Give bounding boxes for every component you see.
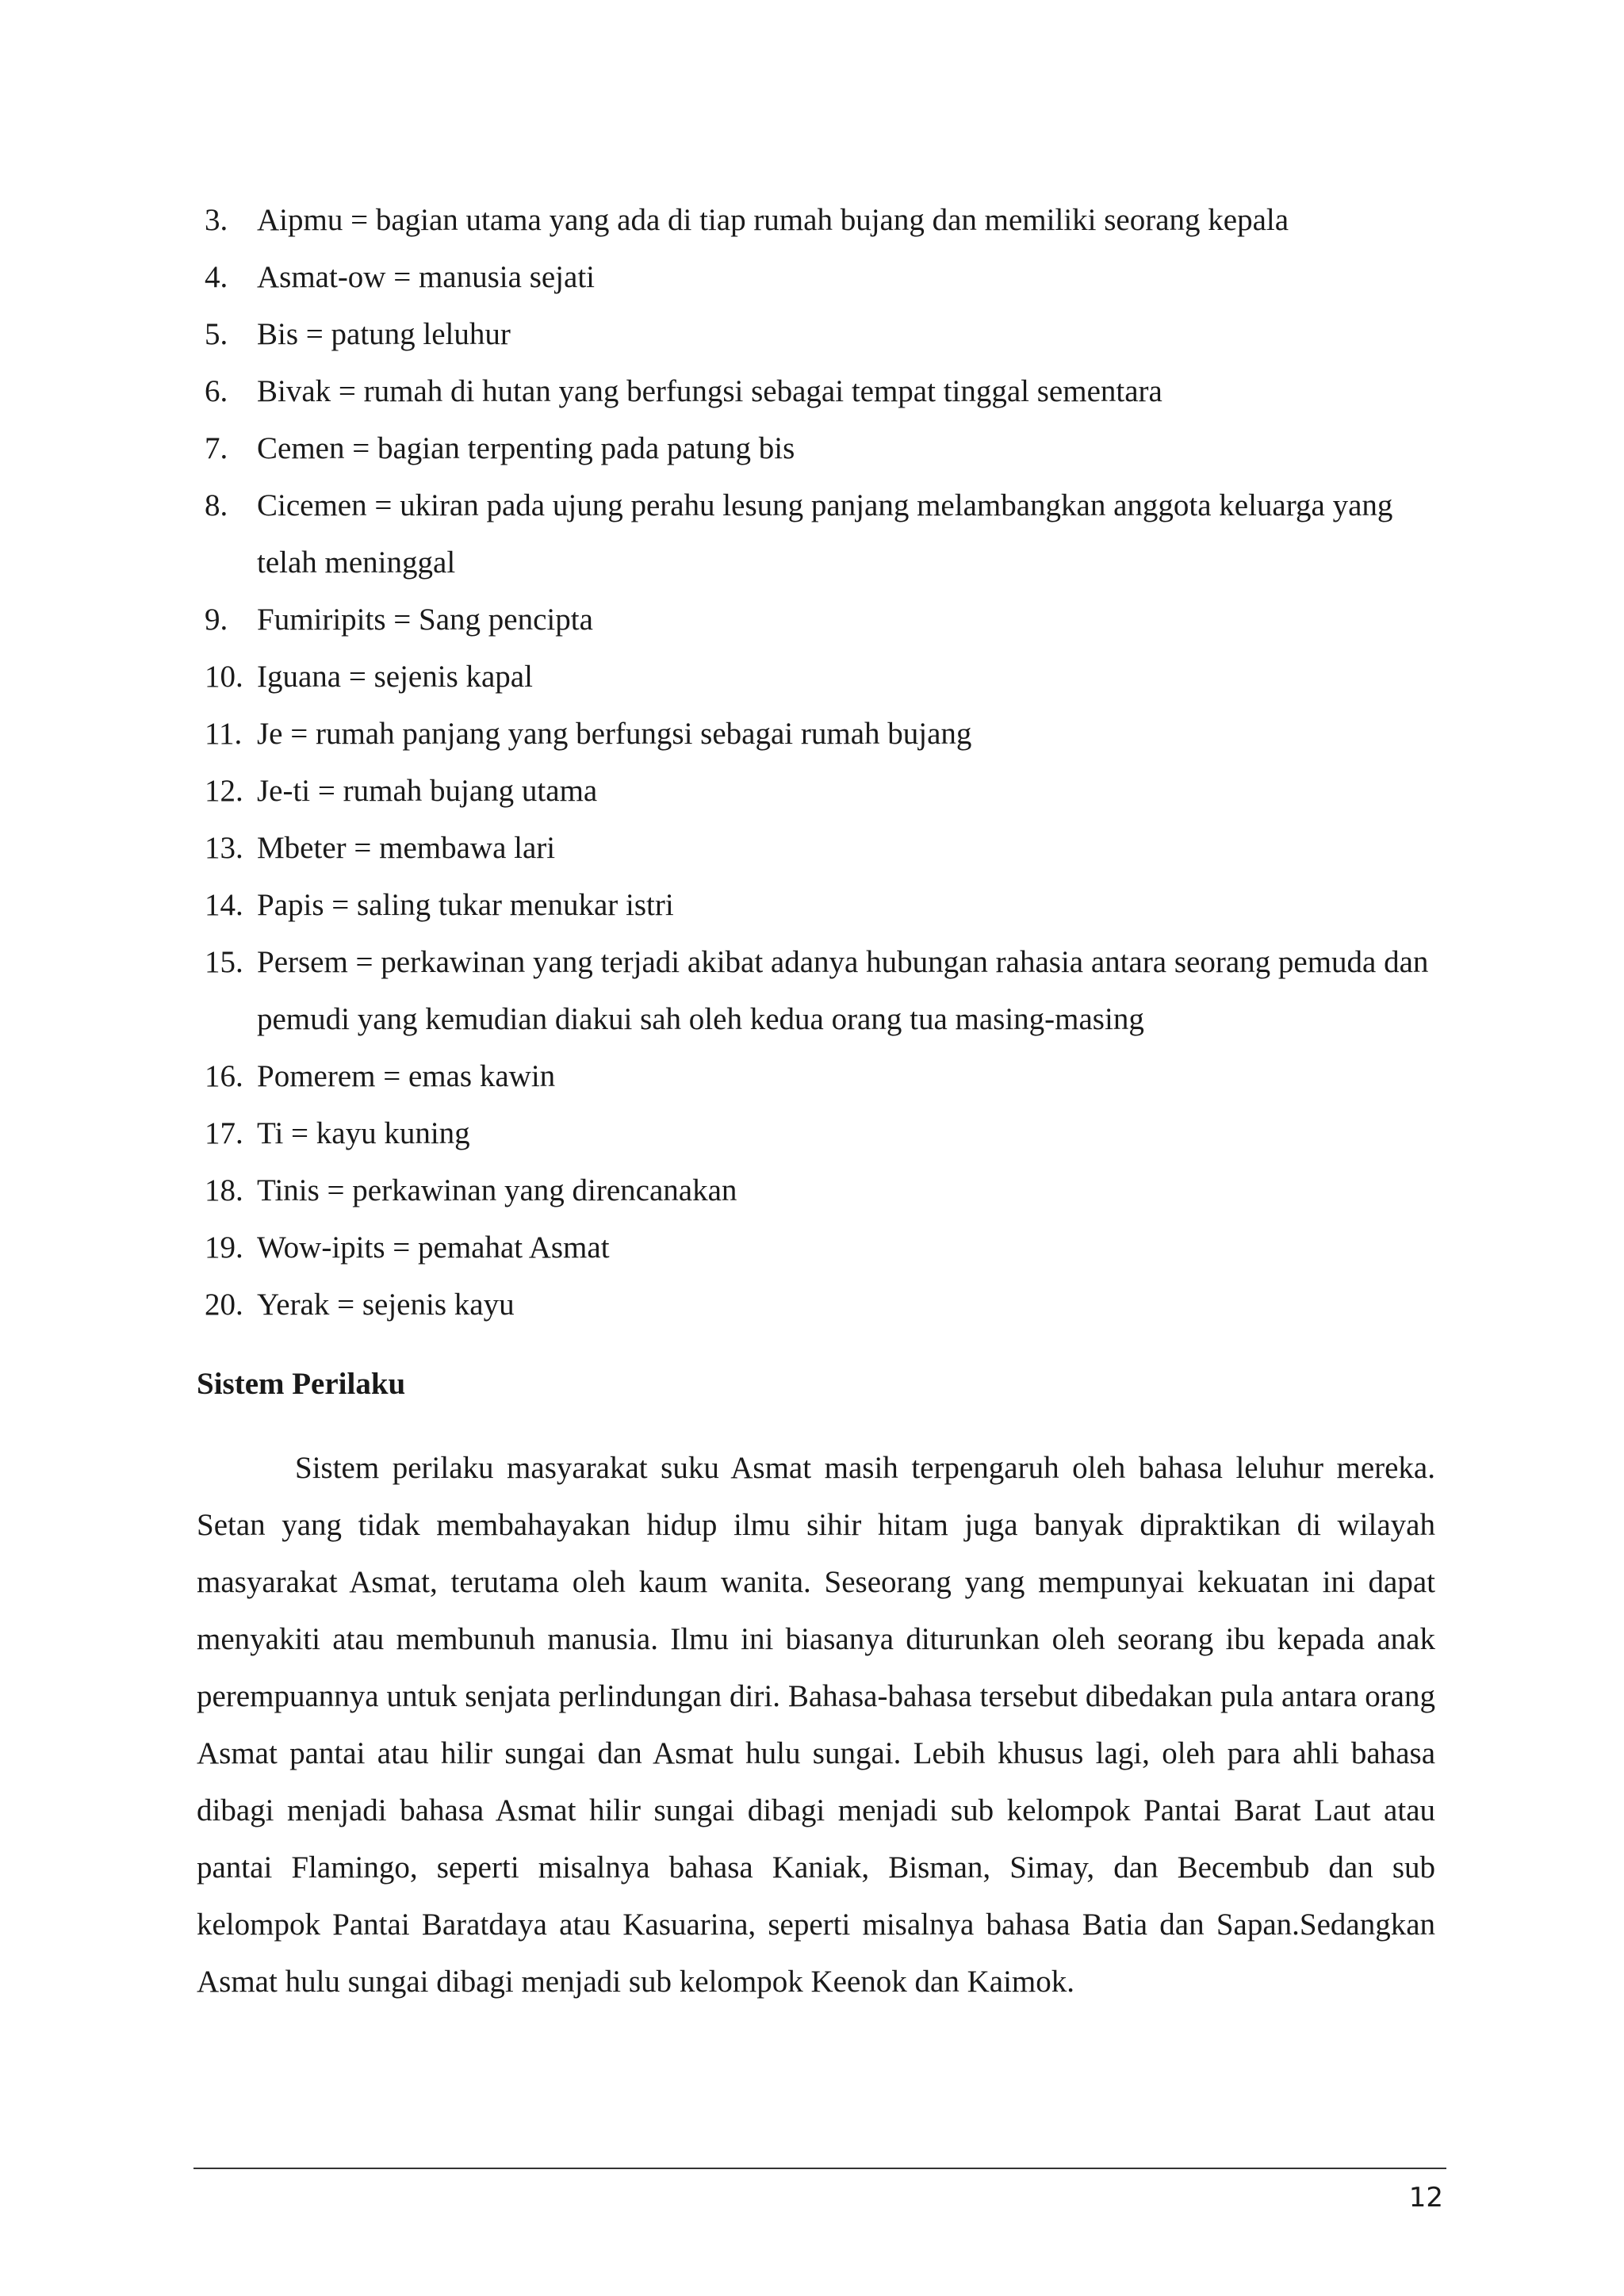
list-item-text: Cemen = bagian terpenting pada patung bis bbox=[257, 431, 795, 465]
list-item-text: Ti = kayu kuning bbox=[257, 1116, 470, 1150]
list-item bbox=[205, 1162, 1442, 1219]
list-item-number: 7. bbox=[205, 431, 228, 465]
glossary-list bbox=[205, 192, 1442, 1334]
list-item-number: 12. bbox=[205, 774, 243, 808]
section-heading: Sistem Perilaku bbox=[197, 1367, 406, 1401]
list-item bbox=[205, 591, 1442, 649]
list-item-number: 6. bbox=[205, 374, 228, 408]
list-item-text: Wow-ipits = pemahat Asmat bbox=[257, 1230, 610, 1265]
list-item bbox=[205, 306, 1442, 363]
list-item-number: 9. bbox=[205, 603, 228, 637]
list-item-text: Bivak = rumah di hutan yang berfungsi sebagai tempat tinggal sementara bbox=[257, 374, 1162, 408]
list-item-number: 18. bbox=[205, 1173, 243, 1207]
list-item bbox=[205, 820, 1442, 877]
list-item-text: Asmat-ow = manusia sejati bbox=[257, 260, 595, 294]
list-item-number: 16. bbox=[205, 1059, 243, 1093]
list-item-number: 20. bbox=[205, 1288, 243, 1322]
list-item bbox=[205, 249, 1442, 306]
list-item-text: Bis = patung leluhur bbox=[257, 317, 511, 351]
list-item bbox=[205, 934, 1442, 1048]
list-item bbox=[205, 1219, 1442, 1276]
list-item-number: 3. bbox=[205, 203, 228, 237]
list-item-text: Iguana = sejenis kapal bbox=[257, 660, 533, 694]
list-item-number: 19. bbox=[205, 1230, 243, 1265]
list-item bbox=[205, 1276, 1442, 1334]
list-item bbox=[205, 649, 1442, 706]
list-item-number: 13. bbox=[205, 831, 243, 865]
list-item-number: 17. bbox=[205, 1116, 243, 1150]
list-item bbox=[205, 477, 1442, 591]
list-item-number: 14. bbox=[205, 888, 243, 922]
list-item bbox=[205, 1048, 1442, 1105]
list-item-text: Yerak = sejenis kayu bbox=[257, 1288, 515, 1322]
list-item-text: Persem = perkawinan yang terjadi akibat adanya hubungan rahasia antara seorang pemuda dan pemudi yang kemudian diakui sah oleh kedua orang tua masing-masing bbox=[257, 945, 1429, 1036]
page-number: 12 bbox=[1408, 2182, 1443, 2214]
list-item-text: Papis = saling tukar menukar istri bbox=[257, 888, 674, 922]
list-item-text: Tinis = perkawinan yang direncanakan bbox=[257, 1173, 737, 1207]
list-item bbox=[205, 192, 1442, 249]
list-item-number: 15. bbox=[205, 945, 243, 979]
list-item bbox=[205, 420, 1442, 477]
list-item-text: Fumiripits = Sang pencipta bbox=[257, 603, 593, 637]
list-item bbox=[205, 1105, 1442, 1162]
list-item bbox=[205, 877, 1442, 934]
list-item-text: Cicemen = ukiran pada ujung perahu lesung panjang melambangkan anggota keluarga yang telah meninggal bbox=[257, 488, 1393, 580]
list-item-number: 10. bbox=[205, 660, 243, 694]
footer-divider bbox=[193, 2168, 1446, 2169]
list-item-text: Pomerem = emas kawin bbox=[257, 1059, 556, 1093]
list-item-text: Je-ti = rumah bujang utama bbox=[257, 774, 598, 808]
list-item-number: 5. bbox=[205, 317, 228, 351]
list-item-text: Aipmu = bagian utama yang ada di tiap rumah bujang dan memiliki seorang kepala bbox=[257, 203, 1289, 237]
list-item-number: 11. bbox=[205, 717, 243, 751]
list-item bbox=[205, 706, 1442, 763]
list-item-text: Je = rumah panjang yang berfungsi sebagai rumah bujang bbox=[257, 717, 972, 751]
list-item-text: Mbeter = membawa lari bbox=[257, 831, 556, 865]
list-item bbox=[205, 763, 1442, 820]
list-item-number: 8. bbox=[205, 488, 228, 522]
body-paragraph: Sistem perilaku masyarakat suku Asmat masih terpengaruh oleh bahasa leluhur mereka. Setan yang tidak membahayakan hidup ilmu sihir hitam juga banyak dipraktikan di wilayah masyarakat Asmat, terutama oleh kaum wanita. Seseorang yang mempunyai kekuatan ini dapat menyakiti atau membunuh manusia. Ilmu ini biasanya diturunkan oleh seorang ibu kepada anak perempuannya untuk senjata perlindungan diri. Bahasa-bahasa tersebut dibedakan pula antara orang Asmat pantai atau hilir sungai dan Asmat hulu sungai. Lebih khusus lagi, oleh para ahli bahasa dibagi menjadi bahasa Asmat hilir sungai dibagi menjadi sub kelompok Pantai Barat Laut atau pantai Flamingo, seperti misalnya bahasa Kaniak, Bisman, Simay, dan Becembub dan sub kelompok Pantai Baratdaya atau Kasuarina, seperti misalnya bahasa Batia dan Sapan.Sedangkan Asmat hulu sungai dibagi menjadi sub kelompok Keenok dan Kaimok. bbox=[197, 1451, 1435, 1999]
list-item bbox=[205, 363, 1442, 420]
list-item-number: 4. bbox=[205, 260, 228, 294]
